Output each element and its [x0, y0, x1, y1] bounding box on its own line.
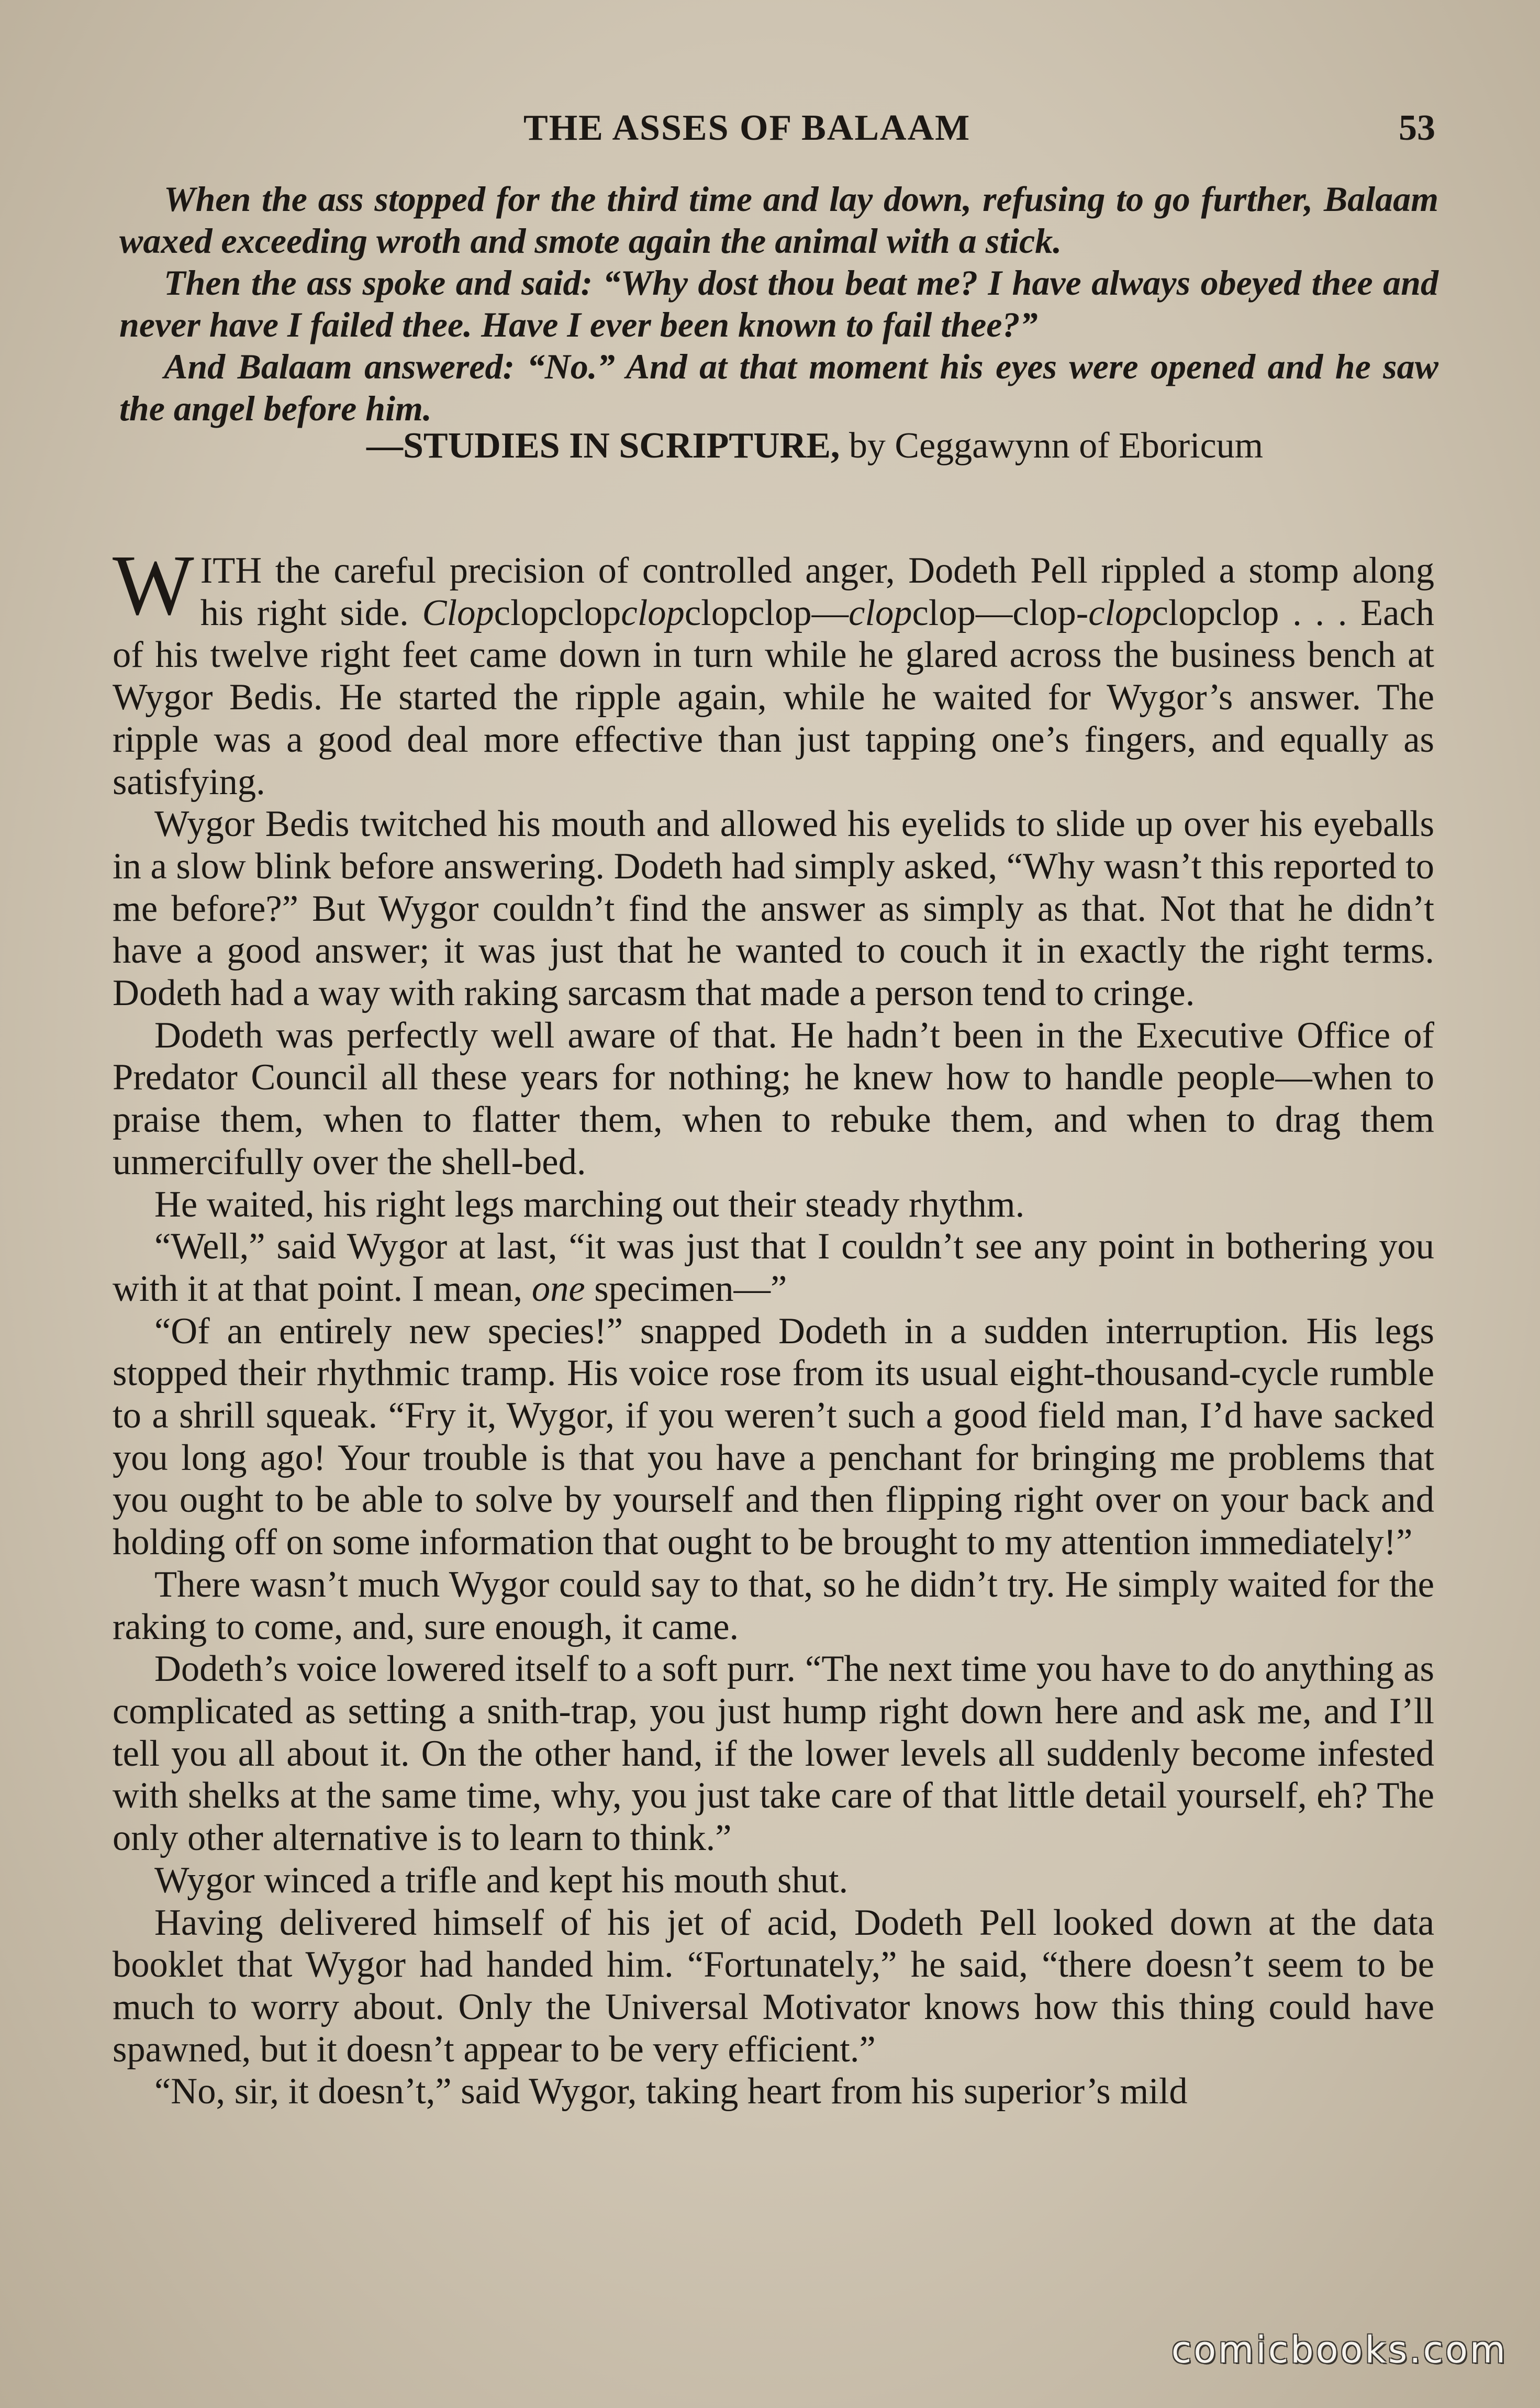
- text-run: clopclop: [494, 592, 621, 633]
- site-watermark: comicbooks.com: [1171, 2328, 1508, 2371]
- paragraph: [113, 1225, 1434, 1310]
- attribution-source: —STUDIES IN SCRIPTURE,: [366, 426, 840, 466]
- text-run: specimen—”: [585, 1268, 787, 1309]
- text-run: “Well,” said Wygor at last, “it was just that I couldn’t see any point in bothering you with it at that point. I mean,: [113, 1226, 1434, 1309]
- epigraph-paragraph: And Balaam answered: “No.” And at that moment his eyes were opened and he saw the angel before him.: [119, 347, 1438, 428]
- drop-cap: W: [113, 537, 194, 633]
- paragraph: There wasn’t much Wygor could say to that, so he didn’t try. He simply waited for the raking to come, and, sure enough, it came.: [113, 1564, 1434, 1647]
- chapter-text: [113, 537, 1434, 2113]
- epigraph-paragraph: Then the ass spoke and said: “Why dost thou beat me? I have always obeyed thee and never have I failed thee. Have I ever been known to fail thee?”: [119, 263, 1438, 344]
- text-run: ITH the careful precision of controlled anger, Dodeth Pell rippled a stomp along his right side.: [200, 550, 1434, 633]
- running-title: THE ASSES OF BALAAM: [523, 108, 971, 148]
- paragraph: “Of an entirely new species!” snapped Dodeth in a sudden interruption. His legs stopped their rhythmic tramp. His voice rose from its usual eight-thousand-cycle rumble to a shrill squeak. “Fry it, Wygor, if you weren’t such a good field man, I’d have sacked you long ago! Your trouble is that you have a penchant for bringing me problems that you ought to be able to solve by yourself and then flipping right over on your back and holding off on some information that ought to be brought to my attention immediately!”: [113, 1310, 1434, 1563]
- epigraph-paragraph: When the ass stopped for the third time and lay down, refusing to go further, Balaam waxed exceeding wroth and smote again the animal with a stick.: [119, 179, 1438, 261]
- italic-run: clop: [849, 592, 912, 633]
- paragraph: “No, sir, it doesn’t,” said Wygor, taking heart from his superior’s mild: [154, 2071, 1188, 2112]
- text-run: clopclop . . . Each of his twelve right feet came down in turn while he glared across the business bench at Wygor Bedis. He started the ripple again, while he waited for Wygor’s answer. The ripple was a good deal more effective than just tapping one’s fingers, and equally as satisfying.: [113, 592, 1434, 802]
- italic-run: one: [531, 1268, 585, 1309]
- attribution-author: by Ceggawynn of Eboricum: [840, 426, 1264, 466]
- italic-run: clop: [621, 592, 685, 633]
- paragraph: He waited, his right legs marching out their steady rhythm.: [154, 1184, 1025, 1225]
- italic-run: clop: [1088, 592, 1152, 633]
- paragraph: Wygor Bedis twitched his mouth and allowed his eyelids to slide up over his eyeballs in a slow blink before answering. Dodeth had simply asked, “Why wasn’t this reported to me before?” But Wygor couldn’t find the answer as simply as that. Not that he didn’t have a good answer; it was just that he wanted to couch it in exactly the right terms. Dodeth had a way with raking sarcasm that made a person tend to cringe.: [113, 804, 1434, 1014]
- page-header: [0, 107, 1540, 154]
- page-number: 53: [1399, 108, 1435, 148]
- paragraph: [113, 537, 1434, 803]
- italic-run: Clop: [422, 592, 494, 633]
- paragraph: Wygor winced a trifle and kept his mouth shut.: [154, 1859, 849, 1901]
- paragraph: Having delivered himself of his jet of acid, Dodeth Pell looked down at the data booklet that Wygor had handed him. “Fortunately,” he said, “there doesn’t seem to be much to worry about. Only the Universal Motivator knows how this thing could have spawned, but it doesn’t appear to be very efficient.”: [113, 1902, 1434, 2070]
- text-run: clopclop—: [684, 592, 849, 633]
- epigraph-attribution: [366, 425, 1263, 467]
- epigraph: [119, 178, 1438, 429]
- paragraph: Dodeth was perfectly well aware of that. He hadn’t been in the Executive Office of Predator Council all these years for nothing; he knew how to handle people—when to praise them, when to flatter them, when to rebuke them, and when to drag them unmercifully over the shell-bed.: [113, 1015, 1434, 1183]
- paragraph: Dodeth’s voice lowered itself to a soft purr. “The next time you have to do anything as complicated as setting a snith-trap, you just hump right down here and ask me, and I’ll tell you all about it. On the other hand, if the lower levels all suddenly become infested with shelks at the same time, why, you just take care of that little detail yourself, eh? The only other alternative is to learn to think.”: [113, 1648, 1434, 1859]
- text-run: clop—clop-: [912, 592, 1089, 633]
